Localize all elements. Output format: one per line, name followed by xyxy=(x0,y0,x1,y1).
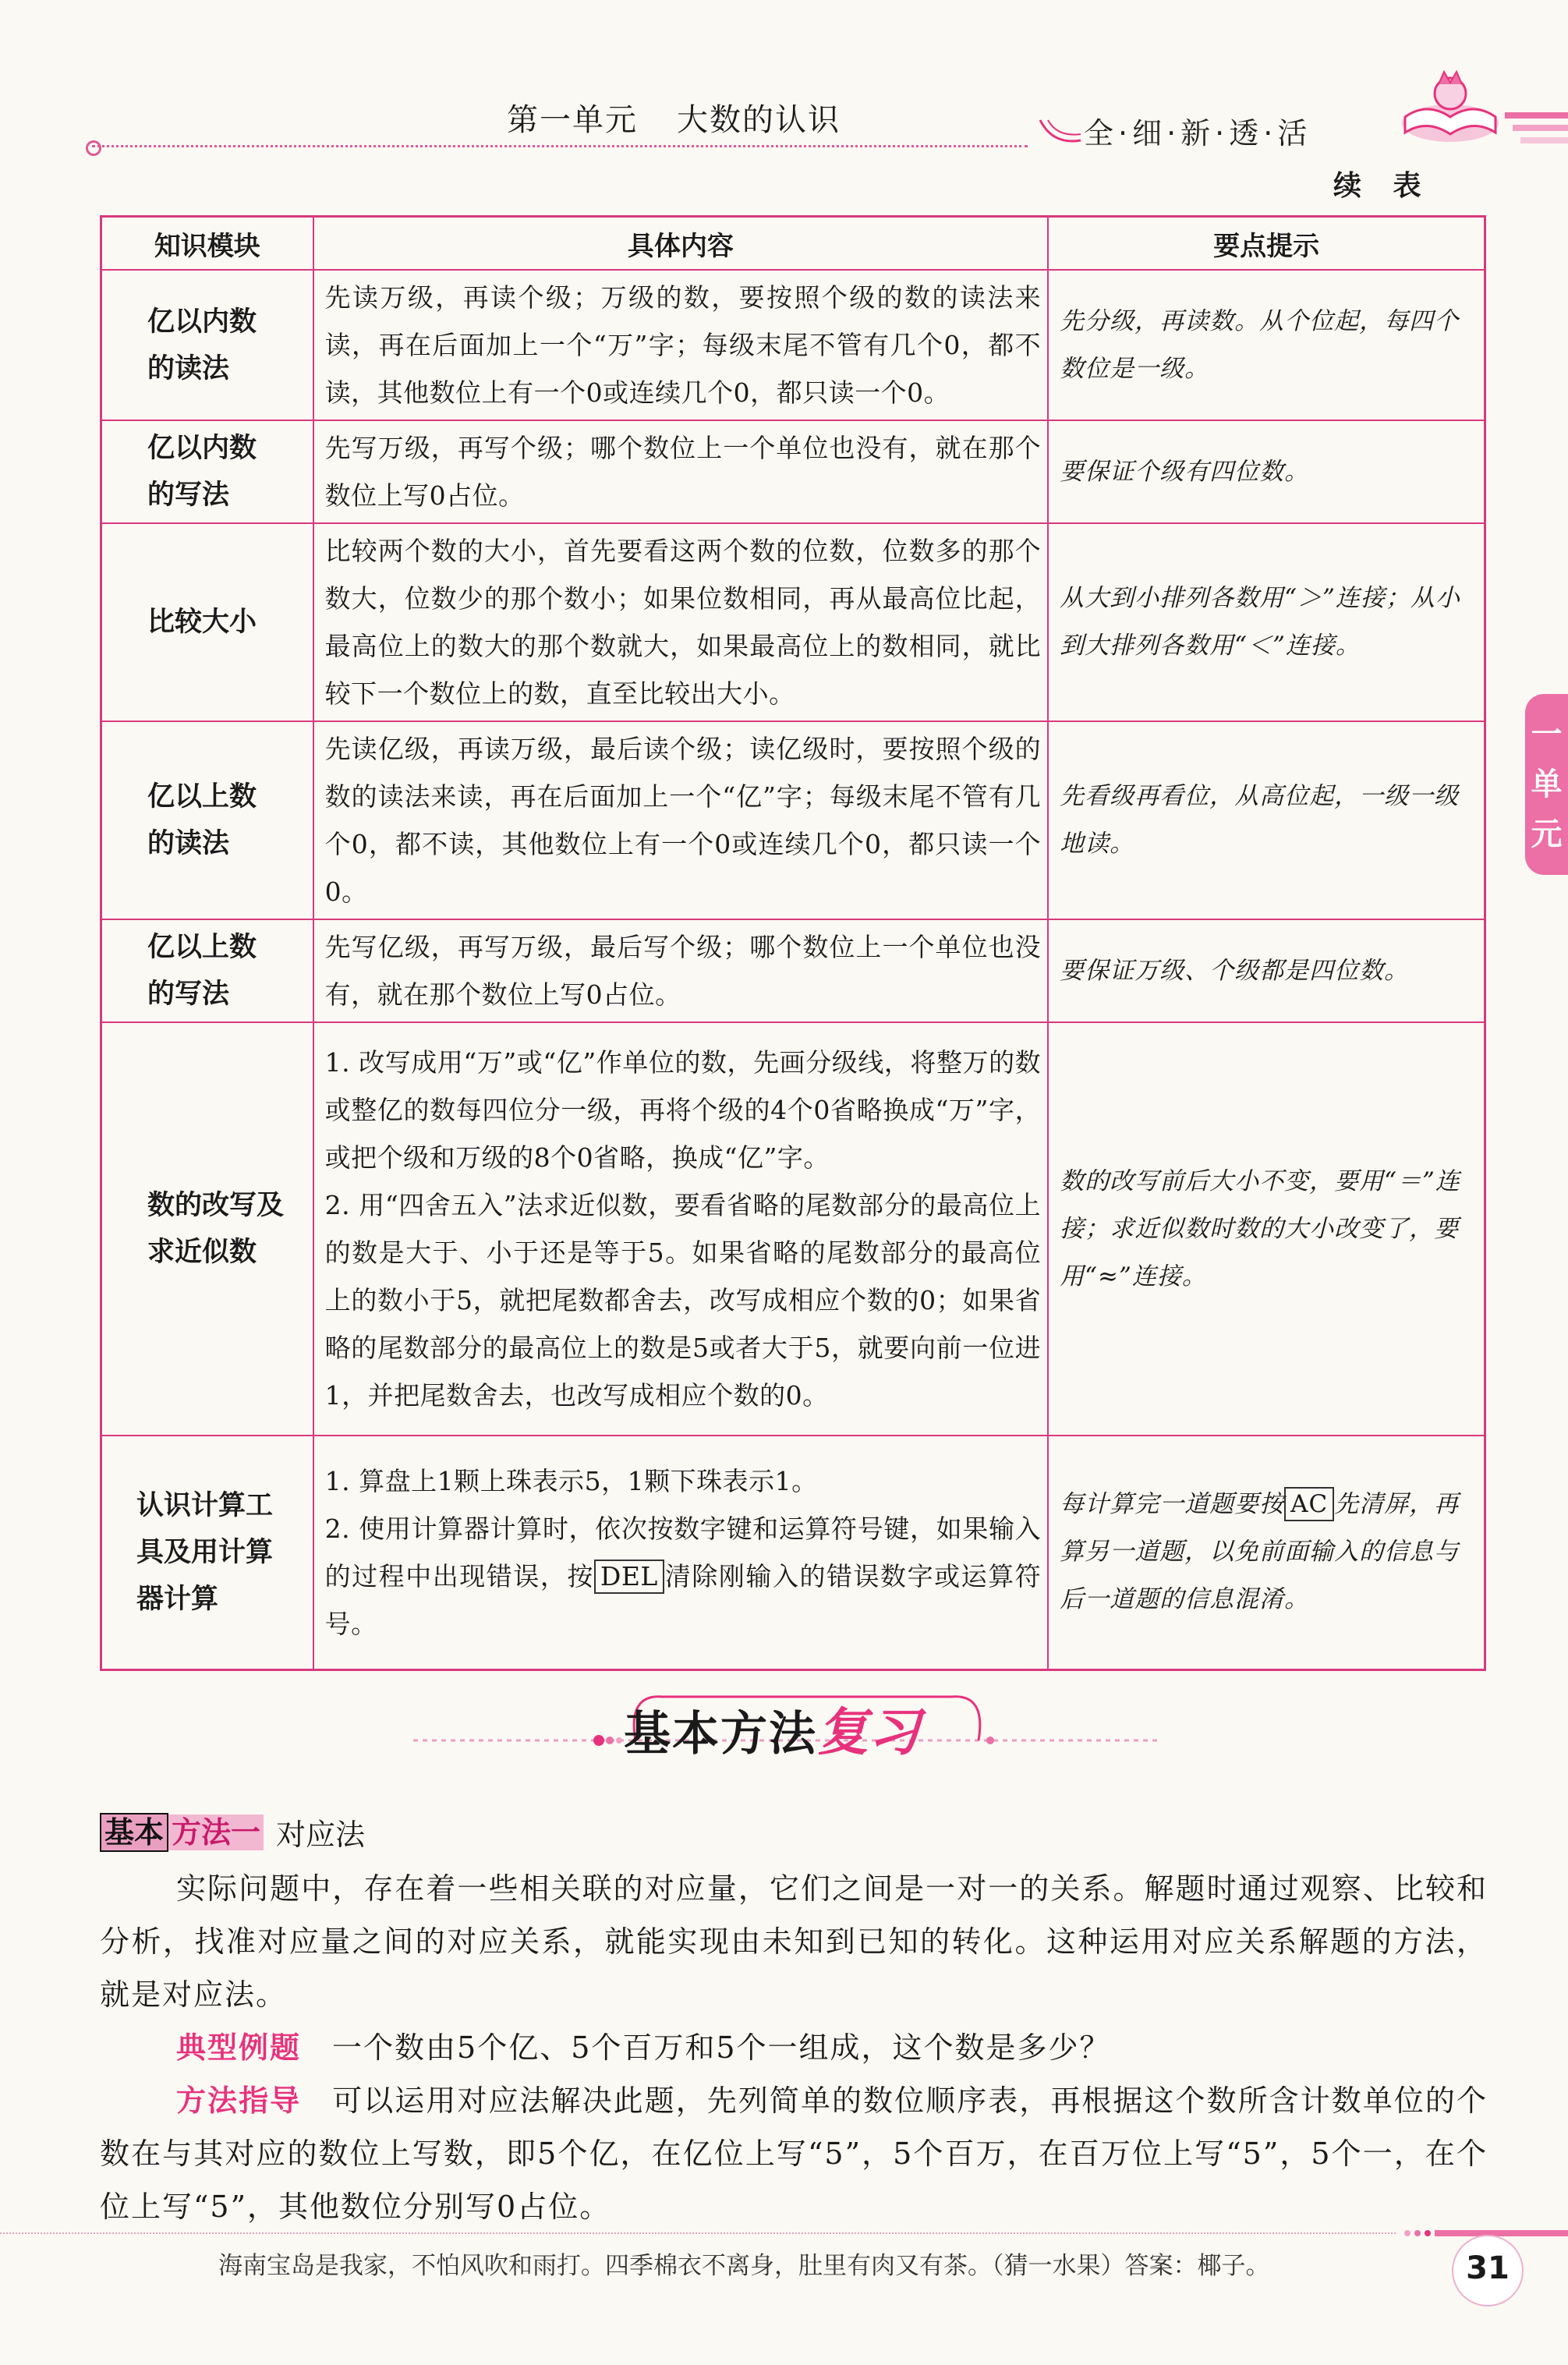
column-header: 具体内容 xyxy=(313,217,1049,271)
table-row xyxy=(101,270,1485,420)
ac-key-icon: AC xyxy=(1284,1487,1334,1521)
method-tag-number: 方法一 xyxy=(168,1814,264,1850)
tip-cell: 从大到小排列各数用“＞”连接；从小到大排列各数用“＜”连接。 xyxy=(1048,523,1485,721)
example-line xyxy=(176,2021,1111,2074)
content-cell: 先读万级，再读个级；万级的数，要按照个级的数的读法来读，再在后面加上一个“万”字；每级末尾不管有几个0，都不读，其他数位上有一个0或连续几个0，都只读一个0。 xyxy=(313,270,1049,420)
content-cell: 比较两个数的大小，首先要看这两个数的位数，位数多的那个数大，位数少的那个数小；如果位数相同，再从最高位比起，最高位上的数大的那个数就大，如果最高位上的数相同，就比较下一个数位上的数，直至比较出大小。 xyxy=(313,523,1049,721)
module-cell: 认识计算工 具及用计算 器计算 xyxy=(101,1436,313,1669)
header-divider xyxy=(92,145,1028,147)
section-title-highlight: 复习 xyxy=(817,1701,920,1762)
guide-label: 方法指导 xyxy=(176,2084,302,2118)
content-cell: 先读亿级，再读万级，最后读个级；读亿级时，要按照个级的数的读法来读，再在后面加上一个“亿”字；每级末尾不管有几个0，都不读，其他数位上有一个0或连续几个0，都只读一个0。 xyxy=(313,721,1049,919)
content-cell xyxy=(313,1022,1049,1436)
series-slogan: 全·细·新·透·活 xyxy=(1084,116,1312,150)
table-row xyxy=(101,420,1485,523)
knowledge-summary-table xyxy=(100,215,1486,1671)
table-row xyxy=(101,1436,1485,1669)
content-point-1: 1. 算盘上1颗上珠表示5，1颗下珠表示1。 xyxy=(324,1465,818,1496)
method-name: 对应法 xyxy=(276,1818,366,1852)
module-cell: 亿以上数 的读法 xyxy=(101,721,313,919)
table-row xyxy=(101,523,1485,721)
footer-bar xyxy=(1435,2230,1568,2236)
table-row xyxy=(101,919,1485,1022)
del-key-icon: DEL xyxy=(594,1560,664,1594)
module-cell: 数的改写及 求近似数 xyxy=(101,1022,313,1436)
example-label: 典型例题 xyxy=(176,2030,302,2065)
tip-cell: 每计算完一道题要按 AC 先清屏，再算另一道题，以免前面输入的信息与后一道题的信息混淆。 xyxy=(1048,1436,1485,1669)
content-point-2: 2. 用“四舍五入”法求近似数，要看省略的尾数部分的最高位上的数是大于、小于还是等于5。如果省略的尾数部分的最高位上的数小于5，就把尾数都舍去，改写成相应个数的0；如果省略的尾数部分的最高位上的数是5或者大于5，就要向前一位进1，并把尾数舍去，也改写成相应个数的0。 xyxy=(324,1190,1042,1411)
guide-text: 可以运用对应法解决此题，先列简单的数位顺序表，再根据这个数所含计数单位的个数在与其对应的数位上写数，即5个亿，在亿位上写“5”，5个百万，在百万位上写“5”，5个一，在个位上写“5”，其他数位分别写0占位。 xyxy=(100,2084,1488,2224)
tip-cell: 要保证万级、个级都是四位数。 xyxy=(1048,919,1485,1022)
module-cell: 亿以上数 的写法 xyxy=(101,919,313,1022)
page-header-title xyxy=(507,95,841,140)
guide-paragraph xyxy=(100,2074,1488,2233)
example-text: 一个数由5个亿、5个百万和5个一组成，这个数是多少？ xyxy=(332,2030,1111,2065)
unit-label: 第一单元 xyxy=(507,102,638,138)
continued-label: 续 表 xyxy=(1333,170,1432,202)
tip-cell: 先看级再看位，从高位起，一级一级地读。 xyxy=(1048,721,1485,919)
unit-side-tab[interactable]: 一 单 元 xyxy=(1525,694,1568,875)
content-point-1: 1. 改写成用“万”或“亿”作单位的数，先画分级线，将整万的数或整亿的数每四位分一级，再将个级的4个0省略换成“万”字，或把个级和万级的8个0省略，换成“亿”字。 xyxy=(324,1047,1042,1173)
method-description: 实际问题中，存在着一些相关联的对应量，它们之间是一对一的关系。解题时通过观察、比较和分析，找准对应量之间的对应关系，就能实现由未知到已知的转化。这种运用对应关系解题的方法，就是对应法。 xyxy=(100,1871,1488,2012)
slogan-swish-icon xyxy=(1037,117,1084,148)
method-heading xyxy=(100,1811,365,1853)
content-cell xyxy=(313,1436,1049,1669)
footer-riddle: 海南宝岛是我家，不怕风吹和雨打。四季棉衣不离身，肚里有肉又有茶。（猜一水果）答案：椰子。 xyxy=(218,2252,1270,2280)
tip-cell: 数的改写前后大小不变，要用“＝”连接；求近似数时数的大小改变了，要用“≈”连接。 xyxy=(1048,1022,1485,1436)
header-line-dot xyxy=(86,140,101,156)
module-cell: 亿以内数 的写法 xyxy=(101,420,313,523)
column-header: 要点提示 xyxy=(1048,217,1485,271)
page-number: 31 xyxy=(1466,2250,1510,2286)
footer-dots-decoration xyxy=(1403,2229,1435,2237)
table-header-row xyxy=(101,217,1485,271)
content-point-2: 2. 使用计算器计算时，依次按数字键和运算符号键，如果输入的过程中出现错误，按 DEL 清除刚输入的错误数字或运算符号。 xyxy=(324,1513,1042,1639)
table-row xyxy=(101,1022,1485,1436)
section-title: 基本方法复习 xyxy=(624,1701,920,1762)
header-stripes-decoration xyxy=(1505,109,1568,148)
table-row xyxy=(101,721,1485,919)
module-cell: 比较大小 xyxy=(101,523,313,721)
method-tag-basic: 基本 xyxy=(100,1813,168,1852)
book-logo-icon xyxy=(1396,62,1505,148)
column-header: 知识模块 xyxy=(101,217,313,271)
content-cell: 先写亿级，再写万级，最后写个级；哪个数位上一个单位也没有，就在那个数位上写0占位。 xyxy=(313,919,1049,1022)
unit-title: 大数的认识 xyxy=(677,102,841,138)
module-cell: 亿以内数 的读法 xyxy=(101,270,313,420)
tip-cell: 要保证个级有四位数。 xyxy=(1048,420,1485,523)
tip-cell: 先分级，再读数。从个位起，每四个数位是一级。 xyxy=(1048,270,1485,420)
footer-divider xyxy=(0,2232,1396,2234)
content-cell: 先写万级，再写个级；哪个数位上一个单位也没有，就在那个数位上写0占位。 xyxy=(313,420,1049,523)
